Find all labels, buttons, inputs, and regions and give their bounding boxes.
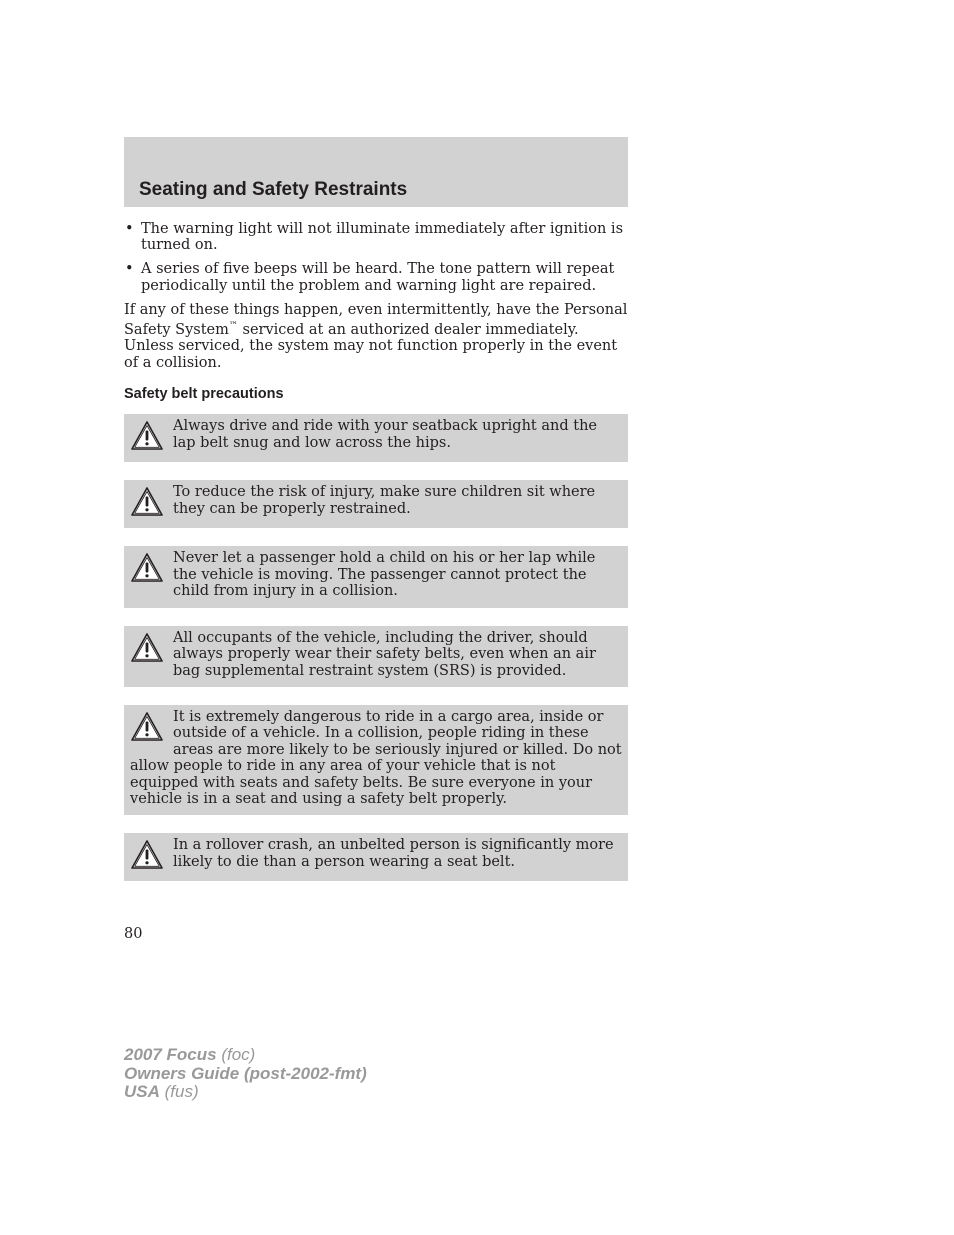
warning-box	[124, 833, 628, 881]
warning-text: Always drive and ride with your seatback upright and the lap belt snug and low across the hips.	[173, 418, 597, 451]
warning-text: All occupants of the vehicle, including the driver, should always properly wear their safety belts, even when an air bag supplemental restraint system (SRS) is provided.	[173, 629, 596, 679]
warning-text: Never let a passenger hold a child on his or her lap while the vehicle is moving. The passenger cannot protect the child from injury in a collision.	[173, 550, 596, 600]
footer-market-code: (fus)	[159, 1082, 199, 1101]
bullet-list	[124, 221, 628, 294]
warning-text: In a rollover crash, an unbelted person is significantly more likely to die than a person wearing a seat belt.	[173, 837, 614, 870]
footer-model: 2007 Focus	[124, 1045, 217, 1064]
trademark-symbol: ™	[228, 321, 238, 332]
bullet-text: A series of five beeps will be heard. The tone pattern will repeat periodically until the problem and warning light are repaired.	[141, 261, 615, 294]
body-paragraph	[124, 302, 628, 371]
list-item	[124, 261, 628, 294]
warning-text: To reduce the risk of injury, make sure children sit where they can be properly restrained.	[173, 484, 596, 517]
warning-triangle-icon	[130, 420, 166, 454]
footer-line-model	[124, 1046, 367, 1065]
list-item	[124, 221, 628, 254]
subheading: Safety belt precautions	[124, 386, 284, 403]
warning-list	[124, 414, 628, 881]
warning-box	[124, 705, 628, 815]
warning-triangle-icon	[130, 839, 166, 873]
section-title: Seating and Safety Restraints	[139, 179, 408, 200]
bullet-text: The warning light will not illuminate immediately after ignition is turned on.	[141, 221, 624, 254]
paragraph-text-end: serviced at an authorized dealer immediately. Unless serviced, the system may not function properly in the event of a collision.	[124, 321, 618, 371]
warning-triangle-icon	[130, 711, 166, 745]
warning-box	[124, 480, 628, 528]
footer-guide: Owners Guide (post-2002-fmt)	[124, 1063, 367, 1083]
warning-triangle-icon	[130, 486, 166, 520]
bullet-symbol: •	[125, 261, 134, 278]
warning-box	[124, 626, 628, 687]
warning-text: It is extremely dangerous to ride in a cargo area, inside or outside of a vehicle. In a collision, people riding in these areas are more likely to be seriously injured or killed. Do not allow people to ride in any area of your vehicle that is not equipped with seats and safety belts. Be sure everyone in your vehicle is in a seat and using a safety belt properly.	[130, 708, 622, 807]
bullet-symbol: •	[125, 221, 134, 237]
warning-triangle-icon	[130, 552, 166, 586]
footer-line-market	[124, 1083, 367, 1102]
warning-box	[124, 414, 628, 462]
paragraph-text-start: If any of these things happen, even intermittently, have the Personal Safety System	[124, 301, 628, 338]
footer-market: USA	[124, 1082, 160, 1101]
section-header-band	[124, 137, 628, 207]
page-number: 80	[124, 926, 143, 942]
document-footer	[124, 1046, 367, 1102]
warning-box	[124, 546, 628, 607]
footer-model-code: (foc)	[216, 1045, 256, 1064]
page-content	[124, 221, 628, 899]
footer-line-guide	[124, 1065, 367, 1084]
warning-triangle-icon	[130, 632, 166, 666]
